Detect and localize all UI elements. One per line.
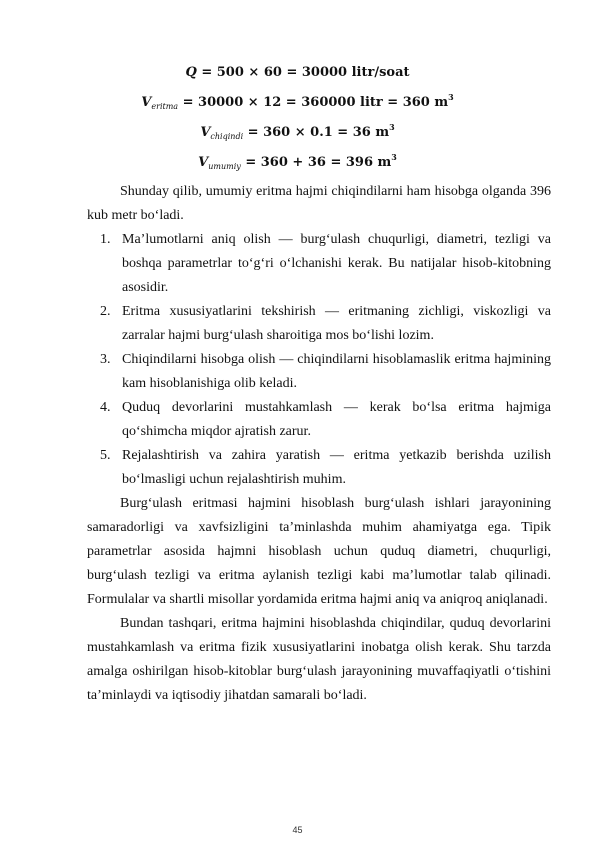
formula-eritma-volume [0,92,595,111]
formula-expression: = 500 × 60 = 30000 litr/soat [196,65,410,80]
list-text: Quduq devorlarini mustahkamlash — kerak bo‘lsa eritma hajmiga qo‘shimcha miqdor ajratish zarur. [122,400,551,439]
list-item [87,348,551,396]
list-number: 2. [100,304,111,319]
list-item [87,396,551,444]
page-number: 45 [292,825,303,835]
list-item [87,300,551,348]
formula-symbol: Q [185,65,197,80]
body-text [87,180,551,708]
list-text: Rejalashtirish va zahira yaratish — eritma yetkazib berishda uzilish bo‘lmasligi uchun rejalashtirish muhim. [122,448,551,487]
intro-paragraph: Shunday qilib, umumiy eritma hajmi chiqindilarni ham hisobga olganda 396 kub metr bo‘ladi. [87,184,551,223]
formula-waste-volume [0,122,595,141]
formula-superscript: 3 [389,122,395,132]
formula-total-volume [0,152,595,171]
formula-expression: = 360 × 0.1 = 36 m [243,125,390,140]
list-number: 1. [100,232,111,247]
list-text: Ma’lumotlarni aniq olish — burg‘ulash chuqurligi, diametri, tezligi va boshqa parametrlar to‘g‘ri o‘lchanishi kerak. Bu natijalar hisob-kitobning asosidir. [122,232,551,295]
list-item [87,444,551,492]
formula-subscript: chiqindi [210,132,244,141]
paragraph: Bundan tashqari, eritma hajmini hisoblashda chiqindilar, quduq devorlarini mustahkamlash va eritma fizik xususiyatlarini inobatga olish kerak. Shu tarzda amalga oshirilgan hisob-kitoblar burg‘ulash jarayonining muvaffaqiyatli o‘tishini ta’minlaydi va iqtisodiy jihatdan samarali bo‘ladi. [87,616,551,703]
numbered-list [87,228,551,492]
list-number: 3. [100,352,111,367]
list-number: 4. [100,400,111,415]
formula-expression: = 30000 × 12 = 360000 litr = 360 m [178,95,449,110]
formula-symbol: V [141,95,152,110]
formula-superscript: 3 [391,152,397,162]
list-item [87,228,551,300]
paragraph: Burg‘ulash eritmasi hajmini hisoblash burg‘ulash ishlari jarayonining samaradorligi va xavfsizligini ta’minlashda muhim ahamiyatga ega. Tipik parametrlar asosida hajmni hisoblash uchun quduq diametri, chuqurligi, burg‘ulash tezligi va eritma aylanish tezligi kabi ma’lumotlar talab qilinadi. Formulalar va shartli misollar yordamida eritma hajmi aniq va aniqroq aniqlanadi. [87,496,551,607]
formula-subscript: eritma [151,102,179,111]
formula-expression: = 360 + 36 = 396 m [240,155,392,170]
list-number: 5. [100,448,111,463]
formula-subscript: umumiy [208,162,241,171]
formula-symbol: V [200,125,211,140]
formula-flow-rate [0,62,595,81]
formula-superscript: 3 [448,92,454,102]
list-text: Chiqindilarni hisobga olish — chiqindilarni hisoblamaslik eritma hajmining kam hisoblanishiga olib keladi. [122,352,551,391]
formula-symbol: V [198,155,209,170]
list-text: Eritma xususiyatlarini tekshirish — eritmaning zichligi, viskozligi va zarralar hajmi burg‘ulash sharoitiga mos bo‘lishi lozim. [122,304,551,343]
